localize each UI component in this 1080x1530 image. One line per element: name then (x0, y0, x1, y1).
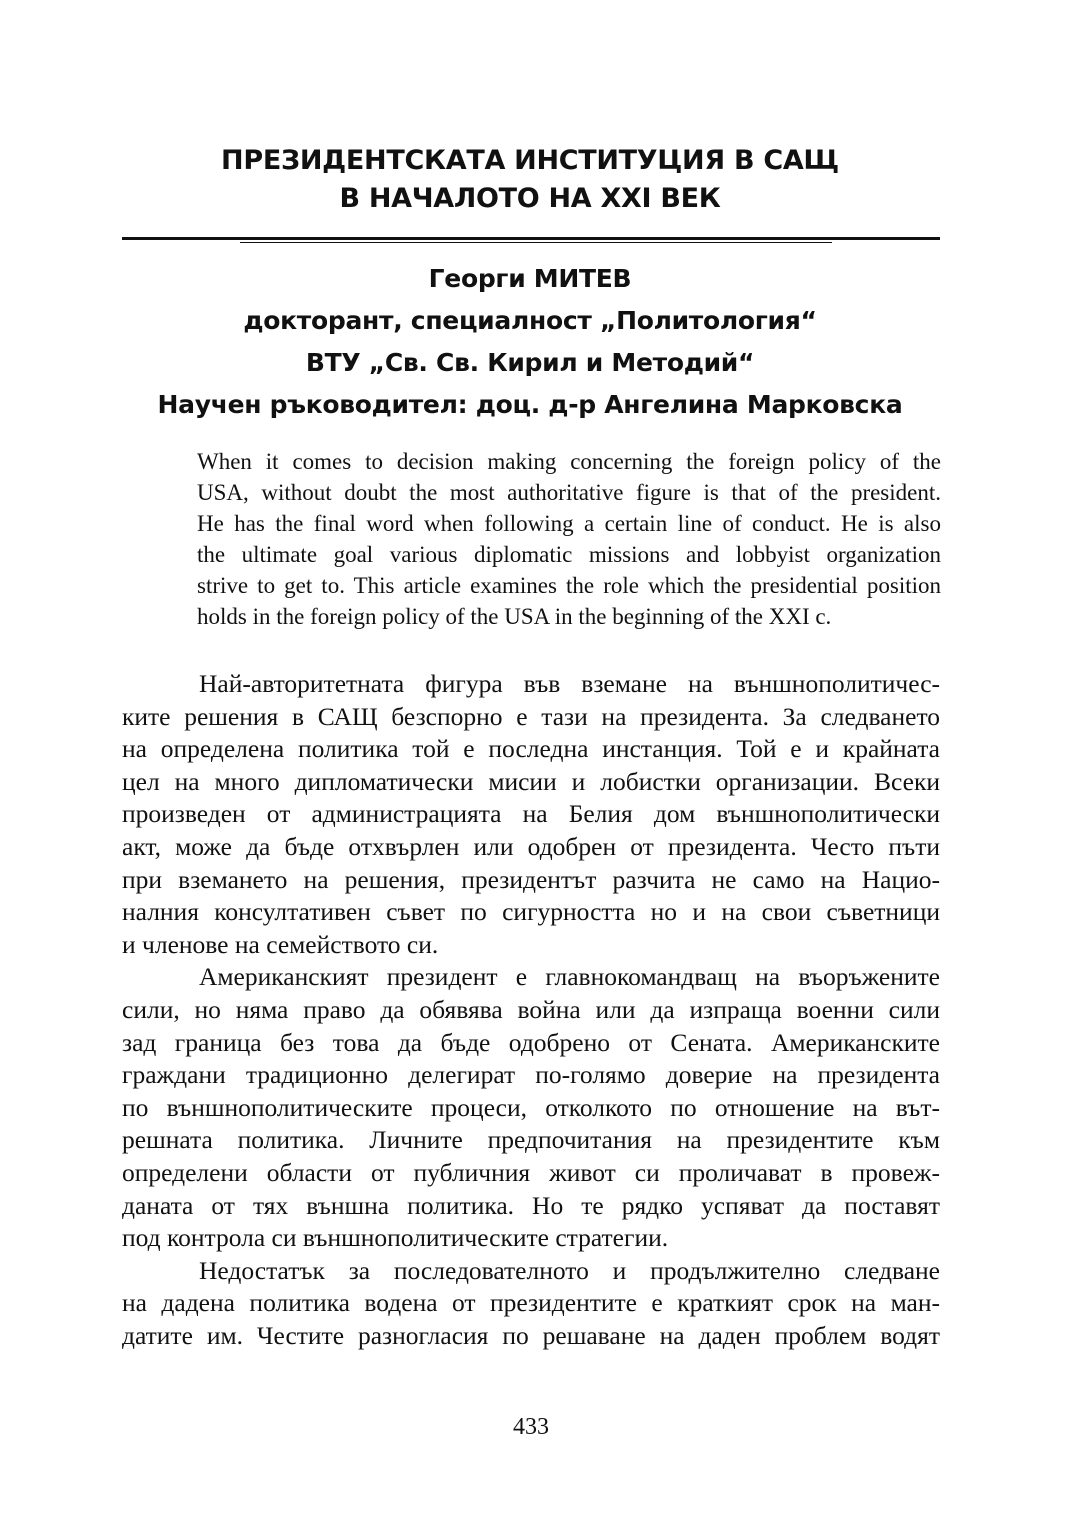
abstract-line: holds in the foreign policy of the USA in the beginning of the XXI c. (197, 604, 832, 629)
body-line: ките решения в САЩ безспорно е тази на президента. За следването (122, 701, 940, 731)
abstract (197, 446, 941, 632)
author-name: Георги МИТЕВ (428, 264, 632, 293)
body-line: Недостатък за последователното и продължително следване (199, 1255, 940, 1285)
article-title (120, 142, 940, 218)
body-line: зад граница без това да бъде одобрено от Сената. Американските (122, 1027, 940, 1057)
paragraph-2 (122, 961, 940, 1254)
body-line: налния консултативен съвет по сигурността но и на свои съветници (122, 897, 940, 927)
body-line: акт, може да бъде отхвърлен или одобрен от президента. Често пъти (122, 831, 940, 861)
title-line-2: В НАЧАЛОТО НА XXI ВЕК (339, 183, 721, 214)
body-line: по външнополитическите процеси, отколкото по отношение на вът- (122, 1092, 940, 1122)
body-line: на определена политика той е последна инстанция. Той е и крайната (122, 734, 940, 764)
abstract-line: When it comes to decision making concerning the foreign policy of the (197, 449, 941, 474)
abstract-line: USA, without doubt the most authoritative figure is that of the president. (197, 480, 941, 505)
title-divider-thin (240, 242, 832, 243)
body-line: Американският президент е главнокомандващ на въоръжените (199, 962, 940, 992)
author-university: ВТУ „Св. Св. Кирил и Методий“ (305, 348, 755, 377)
title-line-1: ПРЕЗИДЕНТСКАТА ИНСТИТУЦИЯ В САЩ (221, 145, 839, 176)
body-line: Най-авторитетната фигура във вземане на външнополитичес- (199, 669, 940, 698)
body-line: датите им. Честите разногласия по решаване на даден проблем водят (122, 1320, 940, 1350)
body-line: цел на много дипломатически мисии и лобистки организации. Всеки (122, 766, 940, 796)
abstract-line: He has the final word when following a certain line of conduct. He is also (197, 511, 941, 536)
author-position: докторант, специалност „Политология“ (243, 306, 817, 335)
abstract-line: strive to get to. This article examines the role which the presidential position (197, 573, 941, 598)
page-number: 433 (513, 1414, 549, 1440)
paragraph-3 (122, 1255, 940, 1353)
body-line: и членове на семейството си. (122, 929, 439, 959)
body-line: решната политика. Личните предпочитания на президентите към (122, 1125, 940, 1155)
body-line: произведен от администрацията на Белия дом външнополитически (122, 799, 940, 829)
body-line: граждани традиционно делегират по-голямо доверие на президента (122, 1060, 940, 1090)
body-line: на дадена политика водена от президентите е краткият срок на ман- (122, 1288, 940, 1318)
paragraph-1 (122, 668, 940, 961)
body-line: под контрола си външнополитическите стратегии. (122, 1223, 669, 1253)
body-line: при вземането на решения, президентът разчита не само на Нацио- (122, 864, 940, 894)
body-line: сили, но няма право да обявява война или да изпраща военни сили (122, 994, 940, 1024)
body-line: даната от тях външна политика. Но те рядко успяват да поставят (122, 1190, 940, 1220)
abstract-line: the ultimate goal various diplomatic missions and lobbyist organization (197, 542, 941, 567)
body-text (122, 668, 940, 1352)
body-line: определени области от публичния живот си проличават в провеж- (122, 1157, 940, 1187)
author-block (120, 258, 940, 426)
author-supervisor: Научен ръководител: доц. д-р Ангелина Марковска (157, 390, 903, 419)
title-divider-thick (122, 237, 940, 240)
